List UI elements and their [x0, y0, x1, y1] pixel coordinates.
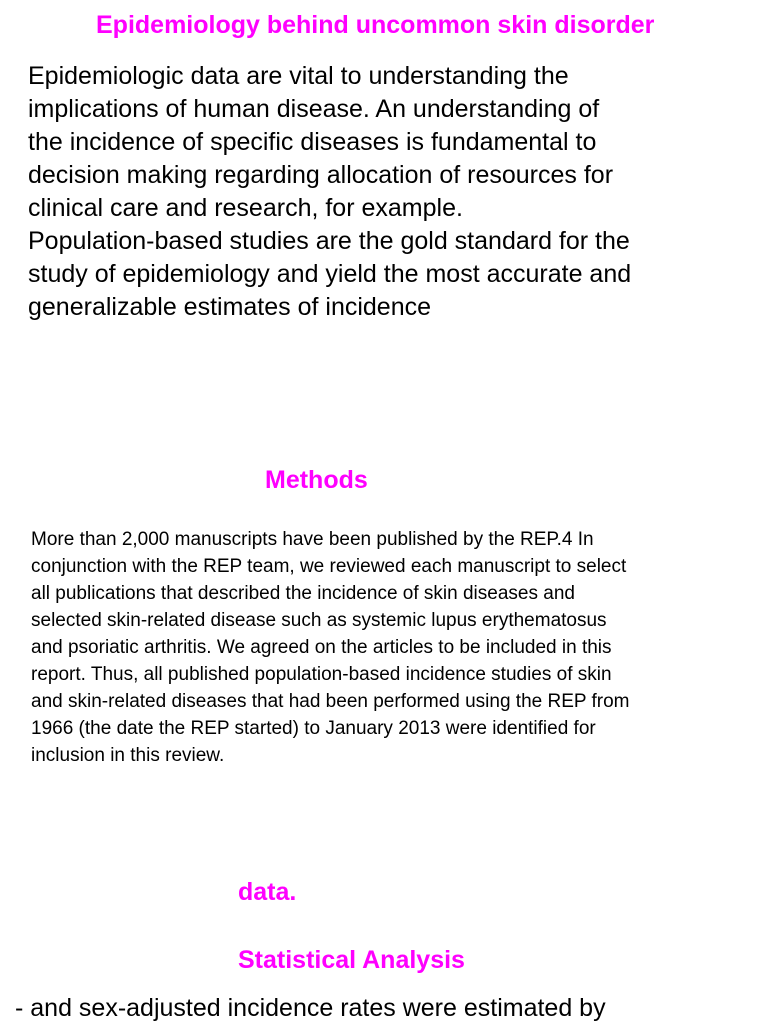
methods-heading: Methods [265, 466, 368, 494]
intro-line: Population-based studies are the gold standard for the [28, 227, 630, 255]
page-title: Epidemiology behind uncommon skin disorder [96, 11, 655, 39]
methods-line: and skin-related diseases that had been performed using the REP from [31, 691, 630, 712]
intro-line: study of epidemiology and yield the most accurate and [28, 260, 632, 288]
methods-line: and psoriatic arthritis. We agreed on the articles to be included in this [31, 637, 612, 658]
methods-line: More than 2,000 manuscripts have been published by the REP.4 In [31, 529, 594, 550]
methods-line: inclusion in this review. [31, 745, 225, 766]
intro-line: implications of human disease. An understanding of [28, 95, 600, 123]
intro-paragraph [28, 60, 748, 324]
methods-line: all publications that described the incidence of skin diseases and [31, 583, 575, 604]
intro-line: Epidemiologic data are vital to understanding the [28, 62, 569, 90]
intro-line: decision making regarding allocation of resources for [28, 161, 614, 189]
statistical-analysis-text: - and sex-adjusted incidence rates were estimated by [15, 994, 606, 1022]
statistical-analysis-heading: Statistical Analysis [238, 946, 465, 974]
intro-line: generalizable estimates of incidence [28, 293, 432, 321]
methods-line: conjunction with the REP team, we reviewed each manuscript to select [31, 556, 627, 577]
methods-line: selected skin-related disease such as systemic lupus erythematosus [31, 610, 607, 631]
methods-paragraph [31, 526, 761, 769]
data-heading: data. [238, 878, 297, 906]
methods-line: 1966 (the date the REP started) to January 2013 were identified for [31, 718, 596, 739]
methods-line: report. Thus, all published population-based incidence studies of skin [31, 664, 612, 685]
intro-line: clinical care and research, for example. [28, 194, 463, 222]
intro-line: the incidence of specific diseases is fundamental to [28, 128, 597, 156]
